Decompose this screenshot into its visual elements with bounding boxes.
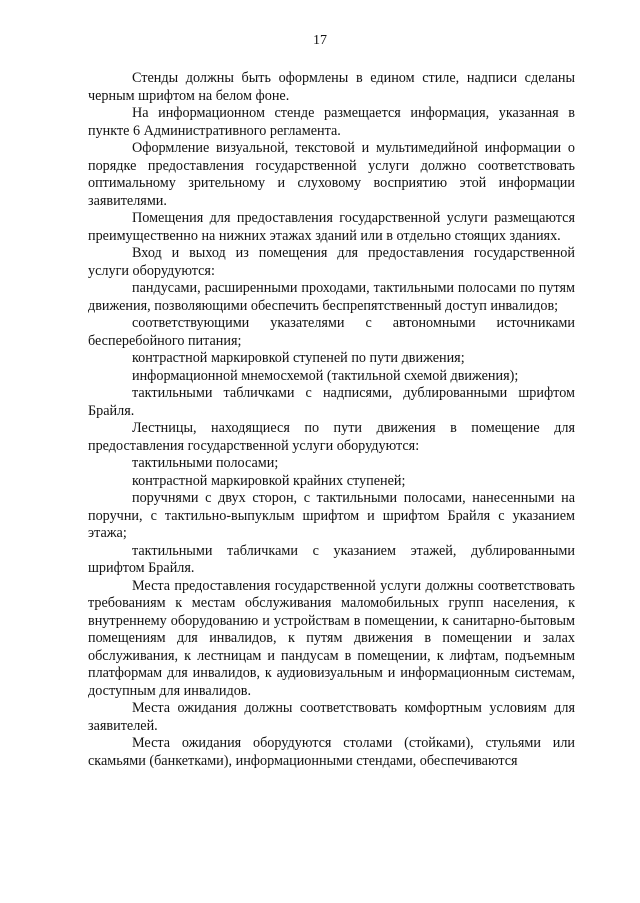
paragraph-info-design: Оформление визуальной, текстовой и мультимедийной информации о порядке предоставления государственной услуги должно соответствовать оптимальному зрительному и слуховому восприятию этой информации заявителями. — [88, 140, 575, 209]
paragraph-waiting-comfort: Места ожидания должны соответствовать комфортным условиям для заявителей. — [88, 700, 575, 734]
paragraph-signs: соответствующими указателями с автономными источниками бесперебойного питания; — [88, 315, 575, 349]
paragraph-stairs: Лестницы, находящиеся по пути движения в помещение для предоставления государственной услуги оборудуются: — [88, 420, 575, 454]
paragraph-edge-steps: контрастной маркировкой крайних ступеней; — [132, 472, 406, 489]
paragraph-stand-info: На информационном стенде размещается информация, указанная в пункте 6 Административного регламента. — [88, 105, 575, 139]
paragraph-premises-location: Помещения для предоставления государственной услуги размещаются преимущественно на нижних этажах зданий или в отдельно стоящих зданиях. — [88, 210, 575, 244]
body-text — [88, 70, 575, 770]
paragraph-service-places: Места предоставления государственной услуги должны соответствовать требованиям к местам обслуживания маломобильных групп населения, к внутреннему оборудованию и устройствам в помещении, к санитарно-бытовым помещениям для инвалидов, к путям движения в помещении и залах обслуживания, к лестницам и пандусам в помещении, к лифтам, подъемным платформам для инвалидов, к аудиовизуальным и информационным системам, доступным для инвалидов. — [88, 577, 575, 699]
paragraph-tactile-strips: тактильными полосами; — [132, 455, 279, 471]
paragraph-braille-plates: тактильными табличками с надписями, дублированными шрифтом Брайля. — [88, 385, 575, 419]
paragraph-entrance-equipment: Вход и выход из помещения для предоставления государственной услуги оборудуются: — [88, 245, 575, 279]
paragraph-ramps: пандусами, расширенными проходами, тактильными полосами по путям движения, позволяющими обеспечить беспрепятственный доступ инвалидов; — [88, 280, 575, 314]
paragraph-floor-plates: тактильными табличками с указанием этажей, дублированными шрифтом Брайля. — [88, 542, 575, 576]
paragraph-waiting-equipment: Места ожидания оборудуются столами (стойками), стульями или скамьями (банкетками), информационными стендами, обеспечиваются — [88, 735, 575, 769]
page-number: 17 — [313, 33, 327, 48]
paragraph-mnemonic-scheme: информационной мнемосхемой (тактильной схемой движения); — [132, 367, 519, 384]
paragraph-stands-style: Стенды должны быть оформлены в едином стиле, надписи сделаны черным шрифтом на белом фоне. — [88, 70, 575, 104]
paragraph-handrails: поручнями с двух сторон, с тактильными полосами, нанесенными на поручни, с тактильно-выпуклым шрифтом и шрифтом Брайля с указанием этажа; — [88, 490, 575, 541]
paragraph-step-marking: контрастной маркировкой ступеней по пути движения; — [132, 350, 465, 366]
